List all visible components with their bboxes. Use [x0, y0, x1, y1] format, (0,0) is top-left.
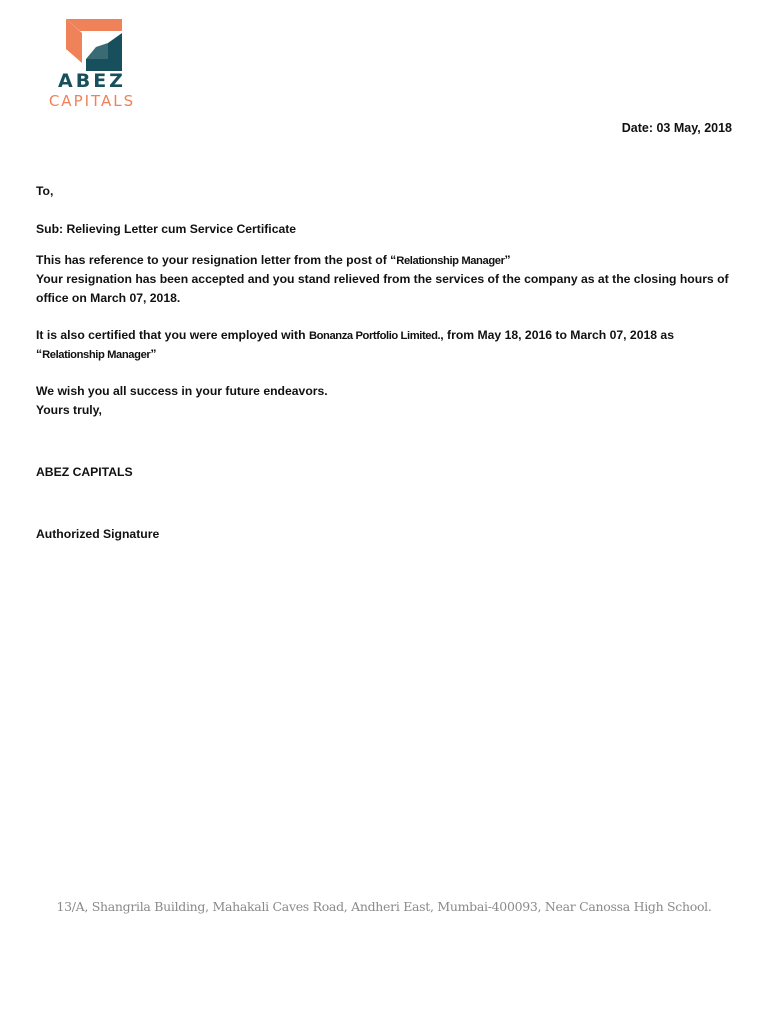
paragraph-employment: [36, 326, 736, 346]
logo-mark-icon: [66, 19, 122, 71]
employment-period: , from May 18, 2016 to March 07, 2018 as: [440, 328, 674, 342]
employer-name: Bonanza Portfolio Limited.: [308, 330, 441, 342]
logo-text-capitals: CAPITALS: [48, 92, 136, 110]
paragraph-reference: [36, 251, 736, 271]
logo-text-abez: ABEZ: [58, 70, 126, 92]
quote-close: ”: [504, 253, 511, 267]
well-wishes: We wish you all success in your future endeavors.: [36, 384, 328, 398]
paragraph-employment-role: [36, 345, 736, 365]
recipient-salutation: To,: [36, 184, 54, 198]
authorized-signature: Authorized Signature: [36, 527, 160, 541]
role-name: Relationship Manager: [42, 349, 151, 361]
letter-date: Date: 03 May, 2018: [621, 121, 732, 135]
closing: Yours truly,: [36, 403, 102, 417]
role-name: Relationship Manager: [396, 255, 505, 267]
company-name: ABEZ CAPITALS: [36, 465, 133, 479]
company-logo: [36, 16, 148, 112]
footer-address: 13/A, Shangrila Building, Mahakali Caves Road, Andheri East, Mumbai-400093, Near Canossa High School.: [56, 899, 712, 914]
quote-open: “: [36, 347, 43, 361]
letter-subject: Sub: Relieving Letter cum Service Certificate: [36, 222, 297, 236]
paragraph-acceptance-line2: office on March 07, 2018.: [36, 291, 181, 305]
quote-close: ”: [150, 347, 157, 361]
paragraph-acceptance-line1: Your resignation has been accepted and you stand relieved from the services of the company as at the closing hours of: [36, 272, 729, 286]
paragraph-employment-text: It is also certified that you were employed with: [36, 328, 309, 342]
paragraph-reference-text: This has reference to your resignation letter from the post of “: [36, 253, 397, 267]
